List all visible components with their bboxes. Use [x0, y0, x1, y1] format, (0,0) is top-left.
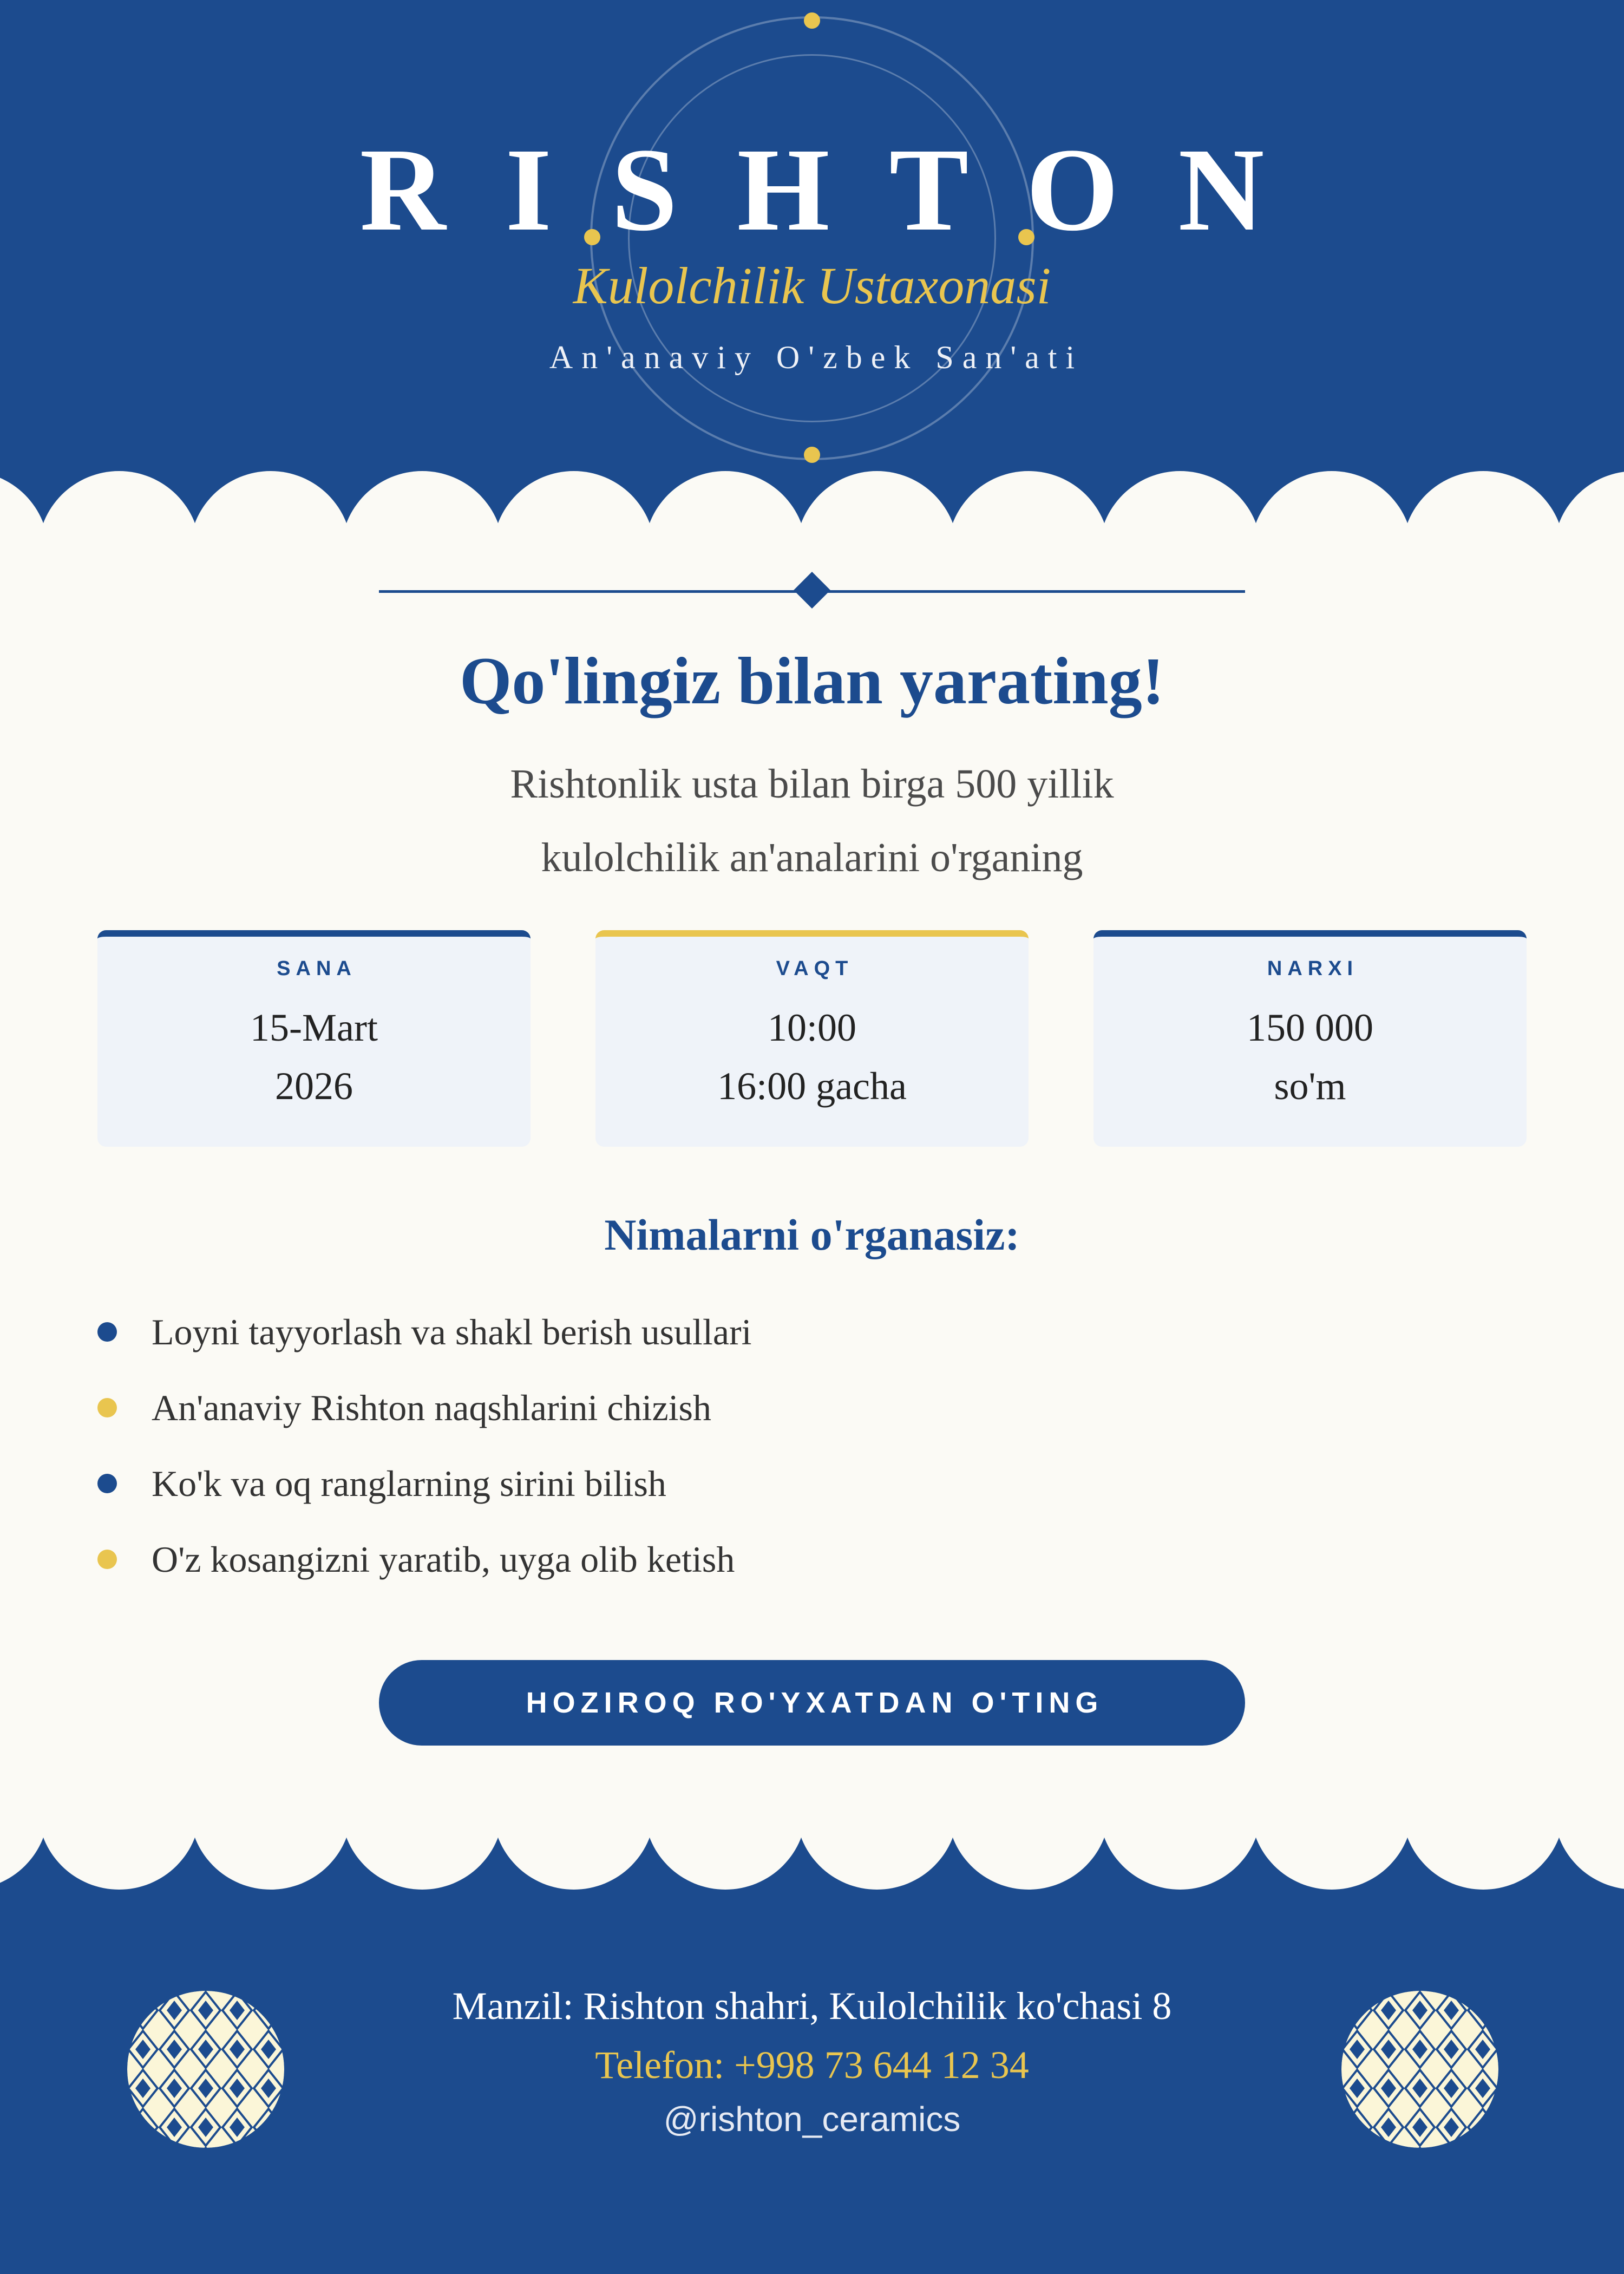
card-value: [1093, 998, 1527, 1115]
address-text: Manzil: Rishton shahri, Kulolchilik ko'chasi 8: [452, 1984, 1172, 2028]
card-value: [595, 998, 1029, 1115]
brand-tagline: An'anaviy O'zbek San'ati: [549, 339, 1084, 375]
list-item: [97, 1451, 1397, 1527]
learning-list: [97, 1299, 1397, 1603]
phone-text: Telefon: +998 73 644 12 34: [595, 2043, 1029, 2087]
bullet-dot-icon: [97, 1474, 117, 1493]
card-value-line-2: 16:00 gacha: [717, 1064, 907, 1108]
headline: Qo'lingiz bilan yarating!: [459, 644, 1165, 718]
register-button[interactable]: HOZIROQ RO'YXATDAN O'TING: [379, 1660, 1245, 1746]
card-value-line-2: 2026: [275, 1064, 353, 1108]
card-value: [97, 998, 531, 1115]
intro-line-2: kulolchilik an'analarini o'rganing: [541, 835, 1083, 880]
list-item-text: An'anaviy Rishton naqshlarini chizish: [152, 1387, 711, 1428]
intro-line-1: Rishtonlik usta bilan birga 500 yillik: [510, 761, 1114, 807]
card-label: NARXI: [1267, 957, 1359, 980]
list-item-text: O'z kosangizni yaratib, uyga olib ketish: [152, 1539, 735, 1580]
list-item: [97, 1299, 1397, 1375]
ornament-dot-bottom: [804, 447, 820, 463]
ornament-dot-top: [804, 12, 820, 29]
bullet-dot-icon: [97, 1322, 117, 1342]
intro-text: [271, 747, 1353, 894]
list-item: [97, 1527, 1397, 1603]
divider-diamond-icon: [794, 572, 830, 609]
social-handle: @rishton_ceramics: [663, 2100, 961, 2139]
bullet-dot-icon: [97, 1398, 117, 1417]
card-value-line-2: so'm: [1274, 1064, 1346, 1108]
brand-subtitle: Kulolchilik Ustaxonasi: [573, 257, 1051, 315]
card-label: SANA: [277, 957, 357, 980]
info-card-price: [1093, 930, 1527, 1147]
card-value-line-1: 150 000: [1247, 1006, 1373, 1049]
info-card-time: [595, 930, 1029, 1147]
list-item-text: Loyni tayyorlash va shakl berish usullari: [152, 1311, 752, 1352]
card-value-line-1: 15-Mart: [250, 1006, 378, 1049]
brand-title: RISHTON: [359, 123, 1324, 256]
list-item-text: Ko'k va oq ranglarning sirini bilish: [152, 1463, 666, 1504]
card-label: VAQT: [776, 957, 854, 980]
section-title: Nimalarni o'rganasiz:: [604, 1210, 1020, 1259]
list-item: [97, 1375, 1397, 1451]
bottom-scallop-edge: [0, 1803, 1624, 1890]
card-value-line-1: 10:00: [767, 1006, 856, 1049]
top-scallop-edge: [0, 471, 1624, 558]
bullet-dot-icon: [97, 1550, 117, 1569]
info-card-date: [97, 930, 531, 1147]
